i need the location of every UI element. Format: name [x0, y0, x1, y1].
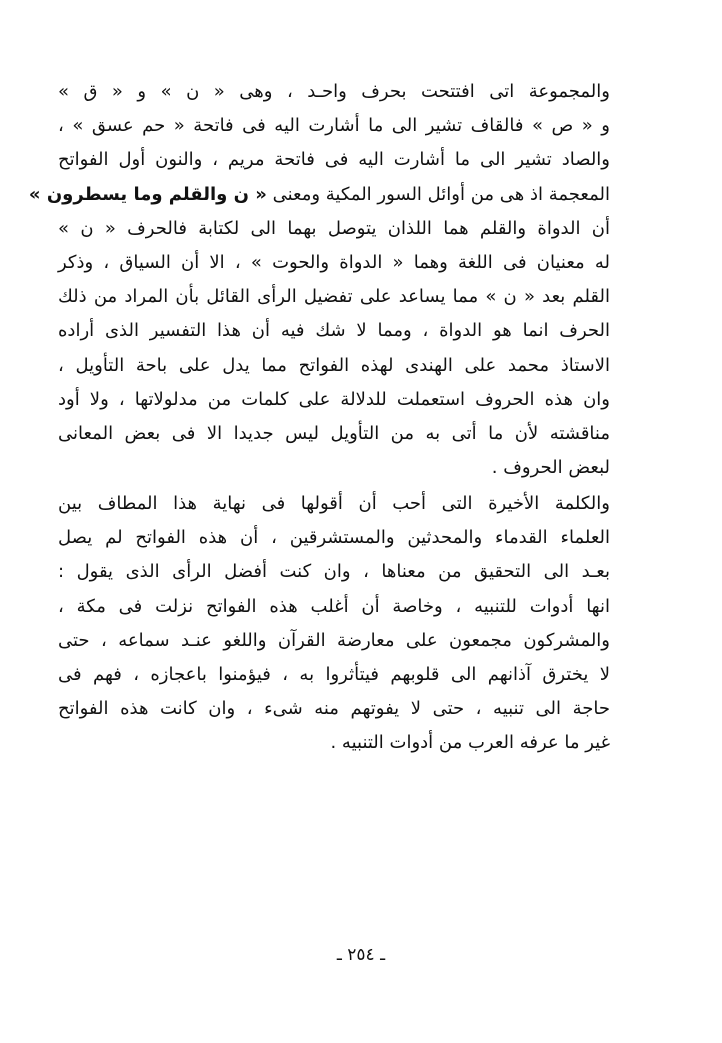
text-line: القلم بعد « ن » مما يساعد على تفضيل الرأى القائل بأن المراد من ذلك — [58, 286, 610, 308]
text-line: والصاد تشير الى ما أشارت اليه فى فاتحة مريم ، والنون أول الفواتح — [58, 149, 610, 171]
text-line-with-verse — [28, 178, 610, 212]
text-line: والكلمة الأخيرة التى أحب أن أقولها فى نهاية هذا المطاف بين — [58, 493, 610, 514]
text-line: لا يخترق آذانهم الى قلوبهم فيتأثروا به ، فيؤمنوا باعجازه ، فهم فى — [58, 663, 610, 685]
text-line: له معنيان فى اللغة وهما « الدواة والحوت » ، الا أن السياق ، وذكر — [58, 251, 610, 273]
text-line: وان هذه الحروف استعملت للدلالة على كلمات من مدلولاتها ، ولا أود — [58, 388, 610, 410]
quran-verse-quote: « ن والقلم وما يسطرون » — [28, 183, 267, 205]
text-line: بعـد الى التحقيق من معناها ، وان كنت أفضل الرأى الذى يقول : — [58, 561, 610, 583]
text-line: أن الدواة والقلم هما اللذان يتوصل بهما الى لكتابة فالحرف « ن » — [58, 217, 610, 239]
text-line: الحرف انما هو الدواة ، ومما لا شك فيه أن هذا التفسير الذى أراده — [58, 320, 610, 342]
text-line: و « ص » فالقاف تشير الى ما أشارت اليه فى فاتحة « حم عسق » ، — [58, 115, 610, 137]
text-line: العلماء القدماء والمحدثين والمستشرقين ، أن هذه الفواتح لم يصل — [58, 527, 610, 549]
text-line: انها أدوات للتنبيه ، وخاصة أن أغلب هذه الفواتح نزلت فى مكة ، — [58, 595, 610, 617]
text-line-last: غير ما عرفه العرب من أدوات التنبيه . — [330, 732, 610, 754]
paragraph-1 — [28, 75, 610, 485]
text-line: حاجة الى تنبيه ، حتى لا يفوتهم منه شىء ، وان كانت هذه الفواتح — [58, 698, 610, 720]
paragraph-2 — [58, 487, 610, 761]
text-line-segment: المعجمة اذ هى من أوائل السور المكية ومعنى — [272, 183, 610, 205]
text-line: والمجموعة اتى افتتحت بحرف واحـد ، وهى « ن » و « ق » — [58, 81, 610, 102]
text-line-last: لبعض الحروف . — [491, 457, 610, 479]
text-line: والمشركون مجمعون على معارضة القرآن واللغو عنـد سماعه ، حتى — [58, 629, 610, 651]
page-number: ـ ٢٥٤ ـ — [336, 945, 386, 965]
text-line: مناقشته لأن ما أتى به من التأويل ليس جديدا الا فى بعض المعانى — [58, 422, 610, 444]
text-line: الاستاذ محمد على الهندى لهذه الفواتح مما يدل على باحة التأويل ، — [58, 354, 610, 376]
